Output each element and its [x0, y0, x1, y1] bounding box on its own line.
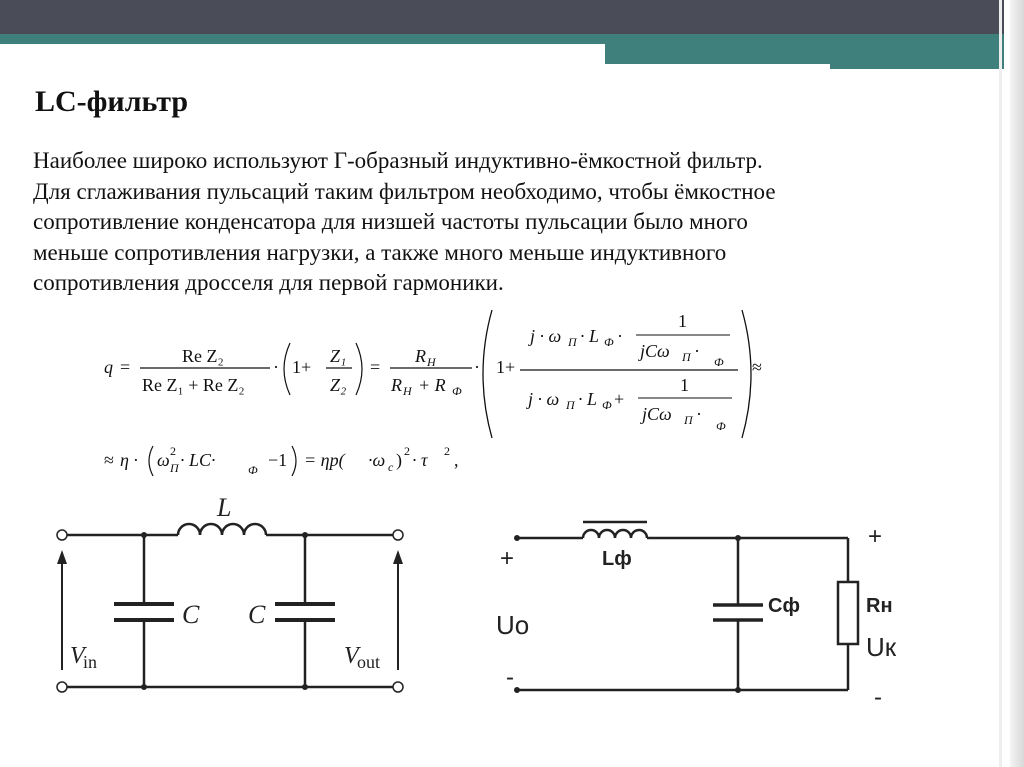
formula-den2-plus: + R: [418, 375, 446, 395]
paren-right-big: [742, 310, 751, 438]
cap2-label: C: [248, 600, 266, 629]
line2-omega-sup: 2: [170, 444, 176, 458]
line2-wc: ·ω: [368, 450, 386, 470]
line2-wc-sub: c: [388, 460, 394, 474]
formula-eq: =: [120, 357, 131, 377]
inner-frac-one-bot: 1: [680, 375, 689, 395]
inner-top: j · ω: [530, 326, 562, 346]
formula-den2: R: [391, 375, 402, 395]
terminal-in-top: [57, 530, 67, 540]
line2-tau-sup: 2: [444, 444, 450, 458]
filter-formula: [0, 300, 800, 490]
line2-minus: −1: [268, 450, 288, 470]
r-junction-bottom: [735, 687, 741, 693]
junction-2: [302, 532, 308, 538]
inner-top-jcw-sub: П: [682, 350, 691, 364]
vin-label: V: [70, 643, 85, 669]
line2-lc-sub: Ф: [248, 463, 258, 477]
vin-sub: in: [83, 652, 98, 672]
r-plus-left: +: [500, 545, 515, 572]
line2-approx: ≈: [104, 450, 114, 470]
line2-close: ): [396, 450, 402, 470]
r-cap-label: Cф: [768, 595, 800, 617]
formula-z1: Z₁: [330, 346, 347, 366]
r-uo-label: Uo: [496, 610, 530, 640]
line2-lc: · LC·: [180, 450, 216, 470]
accent-stripe-step: [605, 44, 1024, 64]
vout-label: V: [344, 643, 359, 669]
r-inductor-label: Lф: [602, 548, 632, 570]
junction-4: [302, 684, 308, 690]
terminal-out-top: [393, 530, 403, 540]
inner-top-jcw: jCω: [640, 341, 670, 361]
slide-title: LC-фильтр: [35, 85, 189, 118]
paren-left-1: [284, 343, 290, 395]
inner-bot-sub: П: [566, 398, 575, 412]
formula-big-one-plus: 1+: [496, 357, 516, 377]
line2-paren-right: [292, 446, 296, 476]
junction-1: [141, 532, 147, 538]
line2-omega: ω: [157, 450, 170, 470]
inner-bot-jcw-dot: ·: [696, 404, 702, 424]
inner-top-jcw-fsub: Ф: [714, 355, 724, 369]
paren-left-big: [483, 310, 492, 438]
terminal-out-bottom: [393, 682, 403, 692]
paragraph-line-4: меньше сопротивления нагрузки, а также много меньше индуктивного: [33, 239, 727, 265]
r-junction-top: [735, 535, 741, 541]
inner-bot-jcw: jCω: [642, 404, 672, 424]
terminal-in-bottom: [57, 682, 67, 692]
r-terminal-in-bottom: [514, 687, 520, 693]
inner-bot-plus: +: [614, 389, 625, 409]
inner-bot-jcw-fsub: Ф: [716, 419, 726, 433]
formula-den2-sub2: Ф: [452, 384, 462, 398]
lc-circuit-diagram: [40, 495, 420, 705]
accent-stripe-step-thin: [830, 64, 1024, 69]
formula-num1: Re Z₂: [182, 346, 224, 366]
inner-top-sub: П: [568, 335, 577, 349]
inner-top-l: · L: [580, 326, 600, 346]
line2-eq: = ηp(: [304, 450, 345, 470]
r-inductor-coil: [583, 530, 647, 538]
paragraph-line-5: сопротивления дросселя для первой гармоники.: [33, 270, 504, 295]
formula-num2-sub: Н: [427, 355, 436, 369]
r-minus-right: -: [874, 684, 882, 710]
formula-approx: ≈: [752, 357, 762, 377]
line2-comma: ,: [454, 450, 459, 470]
line2-eta: η ·: [120, 450, 138, 470]
paragraph-line-2: Для сглаживания пульсаций таким фильтром необходимо, чтобы ёмкостное: [33, 178, 776, 204]
inner-top-jcw-dot: ·: [694, 341, 700, 361]
inner-bot-jcw-sub: П: [684, 413, 693, 427]
formula-z2: Z₂: [330, 375, 347, 395]
vout-arrow-head: [393, 550, 403, 564]
inductor-label-L: L: [217, 495, 232, 522]
accent-stripe: [0, 34, 1024, 44]
r-plus-right: +: [868, 523, 883, 550]
paragraph-line-3: сопротивление конденсатора для низшей частоты пульсации было много: [33, 209, 748, 234]
inductor-coil: [178, 524, 266, 535]
formula-num2: R: [415, 346, 426, 366]
lcf-circuit-diagram: [490, 510, 910, 710]
paren-right-1: [356, 343, 362, 395]
inner-bot-lsub: Ф: [602, 398, 612, 412]
line2-omega-sub: П: [170, 461, 179, 475]
r-uk-label: Uк: [866, 632, 897, 662]
line2-tau: · τ: [412, 450, 428, 470]
r-minus-left: -: [506, 664, 514, 691]
slide-paragraph: [33, 146, 993, 299]
page-edge-shadow: [1010, 0, 1024, 767]
r-res-label: Rн: [866, 595, 893, 617]
inner-bot: j · ω: [528, 389, 560, 409]
page-edge-line: [999, 0, 1002, 767]
paragraph-line-1: Наиболее широко используют Г-образный индуктивно-ёмкостной фильтр.: [33, 148, 763, 173]
cap1-label: C: [182, 600, 200, 629]
formula-eq-2: =: [370, 357, 381, 377]
vin-arrow-head: [57, 550, 67, 564]
header-bar: [0, 0, 1024, 34]
inner-frac-one-top: 1: [678, 311, 687, 331]
vout-sub: out: [357, 652, 381, 672]
line2-sup2: 2: [404, 444, 410, 458]
inner-bot-l: · L: [578, 389, 598, 409]
formula-den1: Re Z₁ + Re Z₂: [142, 375, 245, 395]
inner-top-dot: ·: [617, 326, 623, 346]
r-terminal-in-top: [514, 535, 520, 541]
formula-dot-2: ·: [474, 357, 480, 377]
r-resistor: [838, 582, 858, 644]
formula-q: q: [104, 357, 113, 377]
formula-one-plus: 1+: [292, 357, 312, 377]
formula-den2-sub: Н: [403, 384, 412, 398]
junction-3: [141, 684, 147, 690]
formula-dot-1: ·: [273, 357, 279, 377]
line2-paren-left: [149, 446, 153, 476]
inner-top-lsub: Ф: [604, 335, 614, 349]
